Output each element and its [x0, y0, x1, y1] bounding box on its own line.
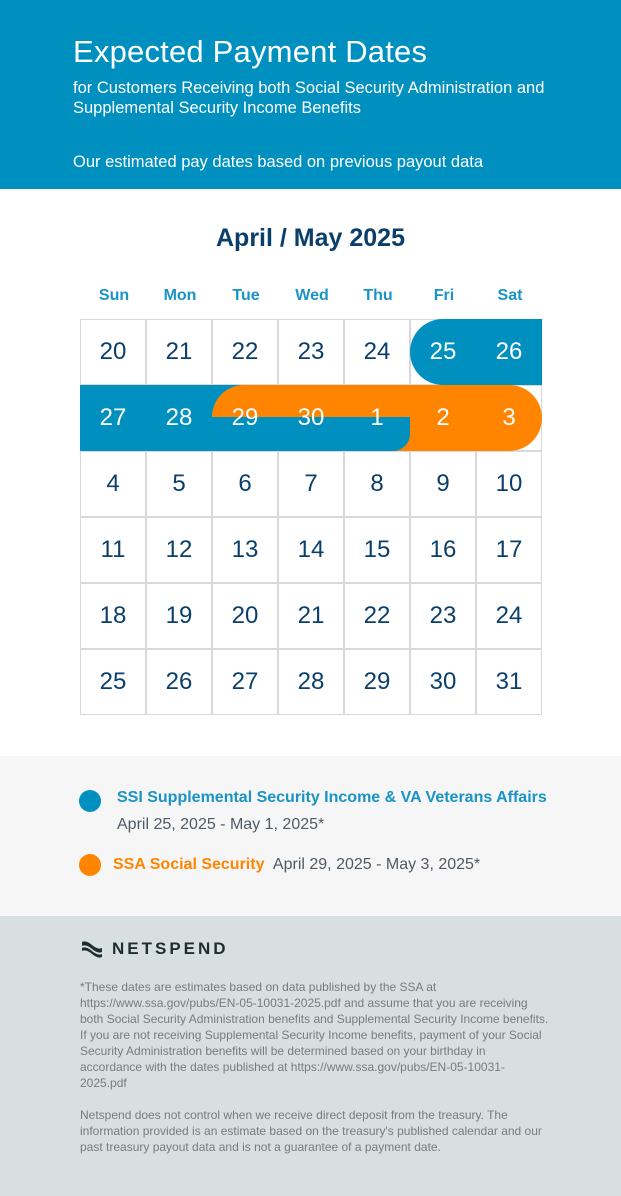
calendar-day: 30: [297, 404, 325, 431]
calendar-title: April / May 2025: [216, 224, 405, 252]
calendar-day: 15: [363, 536, 391, 563]
calendar-day: 13: [231, 536, 259, 563]
calendar-day: 14: [297, 536, 325, 563]
calendar-day: 4: [106, 470, 120, 497]
calendar-day: 24: [363, 338, 391, 365]
disclaimer-treasury: Netspend does not control when we receive direct deposit from the treasury. The information provided is an estimate based on the treasury's published calendar and our past treasury payout data and is not a guarantee of a payment date.: [80, 1108, 542, 1154]
weekday-sat: Sat: [497, 287, 523, 304]
calendar-day: 19: [165, 602, 193, 629]
ssa-legend-dot: [79, 854, 101, 876]
ssi-legend-range: April 25, 2025 - May 1, 2025*: [117, 816, 325, 833]
calendar-day: 12: [165, 536, 193, 563]
calendar-day: 23: [297, 338, 325, 365]
netspend-wordmark: NETSPEND: [112, 939, 229, 958]
calendar-day: 9: [436, 470, 450, 497]
weekday-mon: Mon: [163, 287, 197, 304]
calendar-grid: [80, 319, 543, 715]
disclaimer-estimate: *These dates are estimates based on data published by the SSA at https://www.ssa.gov/pubs/EN-05-10031-2025.pdf and assume that you are receiving both Social Security Administration benefits and Supplemental Security Income benefits. If you are not receiving Supplemental Security Income benefits, payment of your Social Security Administration benefits will be determined based on your birthday in accordance with the dates published at https://www.ssa.gov/pubs/EN-05-10031-2025.pdf: [80, 980, 549, 1090]
calendar-day: 10: [495, 470, 523, 497]
weekday-sun: Sun: [98, 287, 130, 304]
calendar-day: 2: [436, 404, 450, 431]
ssa-legend-row: [113, 856, 480, 874]
page-title: Expected Payment Dates: [73, 34, 428, 69]
calendar-day: 16: [429, 536, 457, 563]
calendar-day: 31: [495, 668, 523, 695]
calendar-day: 20: [99, 338, 127, 365]
calendar-day: 28: [165, 404, 193, 431]
calendar-day: 8: [370, 470, 384, 497]
calendar-day: 30: [429, 668, 457, 695]
calendar-day: 17: [495, 536, 523, 563]
netspend-mark-icon: [80, 940, 104, 958]
calendar-day: 6: [238, 470, 252, 497]
calendar-day: 7: [304, 470, 318, 497]
calendar-day: 5: [172, 470, 186, 497]
calendar-day: 26: [495, 338, 523, 365]
page-subtitle: for Customers Receiving both Social Security Administration and Supplemental Security Income Benefits: [73, 79, 545, 117]
calendar-day: 22: [363, 602, 391, 629]
estimate-note: Our estimated pay dates based on previous payout data: [73, 153, 484, 171]
weekday-thu: Thu: [363, 287, 393, 304]
calendar-day: 26: [165, 668, 193, 695]
calendar-day: 1: [370, 404, 384, 431]
calendar-day: 23: [429, 602, 457, 629]
calendar-day: 28: [297, 668, 325, 695]
weekday-wed: Wed: [295, 287, 329, 304]
calendar-day: 18: [99, 602, 127, 629]
weekday-fri: Fri: [433, 287, 455, 304]
calendar-day: 25: [429, 338, 457, 365]
calendar-day: 24: [495, 602, 523, 629]
netspend-logo: [80, 939, 229, 959]
legend-panel: [0, 756, 621, 916]
calendar-day: 21: [297, 602, 325, 629]
ssi-legend-dot: [79, 790, 101, 812]
header-banner: [0, 0, 621, 189]
calendar-day: 27: [231, 668, 259, 695]
calendar-day: 29: [231, 404, 259, 431]
calendar-day: 11: [100, 536, 126, 563]
calendar-day: 29: [363, 668, 391, 695]
ssa-legend-label: SSA Social Security: [113, 856, 265, 873]
calendar-day: 3: [502, 404, 516, 431]
calendar-day: 22: [231, 338, 259, 365]
ssa-legend-range: April 29, 2025 - May 3, 2025*: [272, 856, 481, 873]
weekday-tue: Tue: [232, 287, 260, 304]
calendar-day: 21: [165, 338, 193, 365]
calendar-day: 20: [231, 602, 259, 629]
calendar-day: 25: [99, 668, 127, 695]
ssi-legend-label: SSI Supplemental Security Income & VA Veterans Affairs: [117, 789, 547, 806]
calendar-day: 27: [99, 404, 127, 431]
